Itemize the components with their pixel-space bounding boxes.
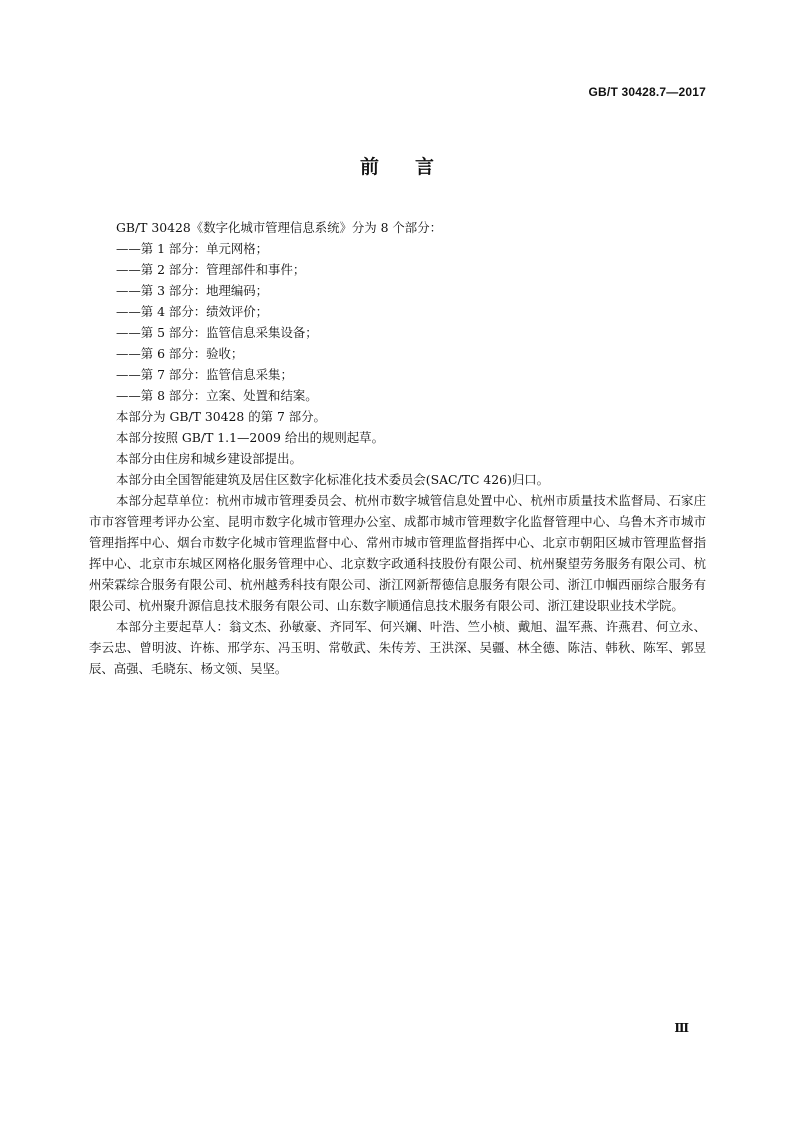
part-item: ——第 4 部分：绩效评价； (116, 304, 269, 319)
standard-code: GB/T 30428.7—2017 (588, 85, 706, 99)
part-item: ——第 1 部分：单元网格； (116, 241, 269, 256)
page-number: Ⅲ (674, 1021, 689, 1035)
drafting-rules-statement: 本部分按照 GB/T 1.1—2009 给出的规则起草。 (116, 430, 384, 445)
drafting-units-paragraph: 本部分起草单位：杭州市城市管理委员会、杭州市数字城管信息处置中心、杭州市质量技术监督局、石家庄市市容管理考评办公室、昆明市数字化城市管理办公室、成都市城市管理数字化监督管理中心、乌鲁木齐市城市管理指挥中心、烟台市数字化城市管理监督中心、常州市城市管理监督指挥中心、北京市朝阳区城市管理监督指挥中心、北京市东城区网格化服务管理中心、北京数字政通科技股份有限公司、杭州聚望劳务服务有限公司、杭州荣霖综合服务有限公司、杭州越秀科技有限公司、浙江网新帮德信息服务有限公司、浙江巾帼西丽综合服务有限公司、杭州聚升源信息技术服务有限公司、山东数字顺通信息技术服务有限公司、浙江建设职业技术学院。 (89, 493, 706, 613)
part-item: ——第 3 部分：地理编码； (116, 283, 269, 298)
part-item: ——第 8 部分：立案、处置和结案。 (116, 388, 318, 403)
part-item: ——第 2 部分：管理部件和事件； (116, 262, 306, 277)
part-item: ——第 7 部分：监管信息采集； (116, 367, 293, 382)
foreword-body (89, 217, 706, 679)
page-title: 前言 (359, 156, 470, 178)
part-item: ——第 6 部分：验收； (116, 346, 244, 361)
parts-intro: GB/T 30428《数字化城市管理信息系统》分为 8 个部分： (116, 220, 442, 235)
part-item: ——第 5 部分：监管信息采集设备； (116, 325, 318, 340)
drafters-paragraph: 本部分主要起草人：翁文杰、孙敏豪、齐同军、何兴斓、叶浩、竺小桢、戴旭、温军燕、许燕君、何立永、李云忠、曾明波、许栋、邢学东、冯玉明、常敬武、朱传芳、王洪深、吴疆、林全德、陈洁、韩秋、陈军、郭昱辰、高强、毛晓东、杨文领、吴坚。 (89, 619, 706, 676)
proposer-statement: 本部分由住房和城乡建设部提出。 (116, 451, 302, 466)
part-statement: 本部分为 GB/T 30428 的第 7 部分。 (116, 409, 326, 424)
committee-statement: 本部分由全国智能建筑及居住区数字化标准化技术委员会(SAC/TC 426)归口。 (116, 472, 550, 487)
